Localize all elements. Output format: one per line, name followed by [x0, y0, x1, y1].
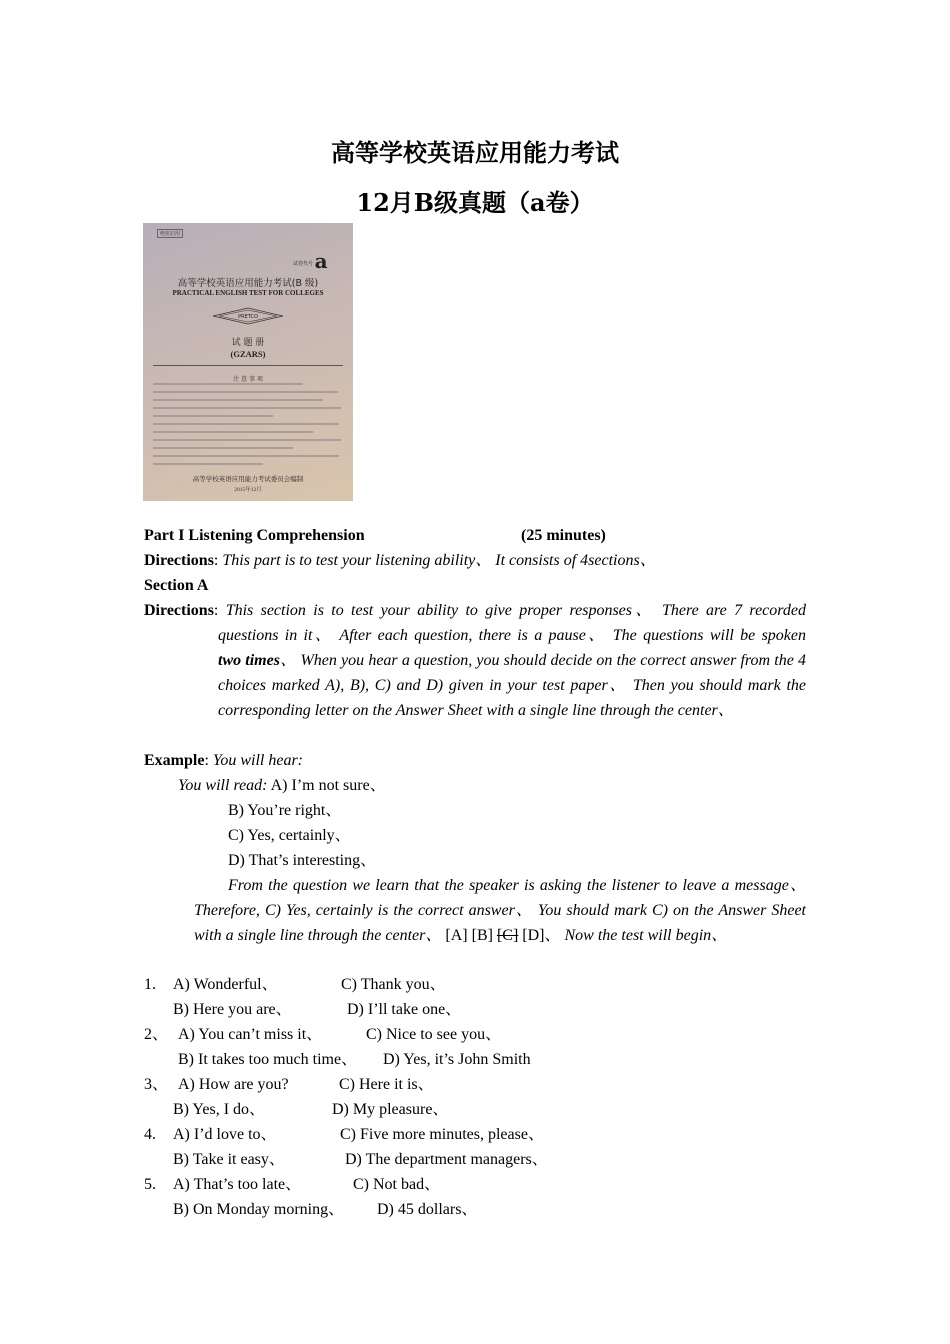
question-option: A) You can’t miss it、 [178, 1026, 323, 1043]
section-heading: Section A [144, 577, 209, 594]
confidential-tag: 绝密启用 [157, 229, 183, 238]
document-subtitle: 12月B级真题（a卷） [356, 188, 594, 217]
cover-divider [153, 365, 343, 366]
part-heading: Part I Listening Comprehension [144, 527, 365, 544]
example-intro: Example: You will hear: [144, 752, 303, 769]
directions-part: Directions: This part is to test your listening ability、 It consists of 4sections、 [144, 552, 656, 569]
question-option: D) 45 dollars、 [377, 1201, 478, 1218]
question-option: C) Five more minutes, please、 [340, 1126, 544, 1143]
question-number: 3、 [144, 1076, 169, 1093]
question-option: A) How are you? [178, 1076, 289, 1093]
question-option: D) Yes, it’s John Smith [383, 1051, 531, 1068]
directions-section-body: questions in it、 After each question, there is a pause、 The questions will be spoken two times、 When you hear a question, you should decide on the correct answer from the 4 choices marked A), B), C) and D) given in your test paper、 Then you should mark the corresponding letter on the Answer Sheet with a single line through the center、 [218, 627, 806, 719]
directions-section-line1: Directions: This section is to test your ability to give proper responses、 There are 7 recorded [144, 602, 806, 619]
question-option: B) It takes too much time、 [178, 1051, 358, 1068]
cover-booklet-label: 试 题 册 [231, 338, 265, 348]
question-option: C) Thank you、 [341, 976, 446, 993]
part-time: (25 minutes) [521, 527, 606, 544]
cover-organization: 高等学校英语应用能力考试委员会编制 [192, 475, 304, 483]
svg-text:PRETCO: PRETCO [238, 314, 258, 320]
cover-instructions-blur [153, 383, 345, 471]
question-option: D) The department managers、 [345, 1151, 548, 1168]
question-option: B) Take it easy、 [173, 1151, 285, 1168]
cover-booklet-code: (GZARS) [230, 349, 266, 359]
crossed-answer-mark: [C] [496, 927, 519, 944]
example-explanation: From the question we learn that the speaker is asking the listener to leave a message、 Therefore, C) Yes, certainly is the correct answer、 You should mark C) on the Answer Sheet with a single line through the center、 [A] [B] [C] [D]、 Now the test will begin、 [194, 877, 806, 944]
paper-code: 试卷代号 a [293, 249, 328, 273]
question-number: 5. [144, 1176, 156, 1193]
example-option-d: D) That’s interesting、 [228, 852, 377, 869]
question-number: 4. [144, 1126, 156, 1143]
question-number: 2、 [144, 1026, 169, 1043]
document-title: 高等学校英语应用能力考试 [331, 138, 619, 167]
cover-notice-heading: 注 意 事 项 [233, 376, 263, 383]
question-option: B) On Monday morning、 [173, 1201, 345, 1218]
example-option-b: B) You’re right、 [228, 802, 342, 819]
pretco-logo-icon [211, 307, 285, 325]
question-option: B) Here you are、 [173, 1001, 292, 1018]
cover-date: 2015年12月 [234, 487, 262, 493]
question-option: A) I’d love to、 [173, 1126, 277, 1143]
example-option-c: C) Yes, certainly、 [228, 827, 351, 844]
question-option: D) I’ll take one、 [347, 1001, 462, 1018]
question-option: D) My pleasure、 [332, 1101, 449, 1118]
question-option: C) Nice to see you、 [366, 1026, 502, 1043]
question-option: B) Yes, I do、 [173, 1101, 266, 1118]
cover-english-title: PRACTICAL ENGLISH TEST FOR COLLEGES [172, 289, 324, 297]
question-option: C) Not bad、 [353, 1176, 441, 1193]
question-number: 1. [144, 976, 156, 993]
cover-chinese-title: 高等学校英语应用能力考试(B 级) [177, 278, 319, 289]
question-option: A) Wonderful、 [173, 976, 278, 993]
test-booklet-cover-photo [143, 223, 353, 501]
question-option: C) Here it is、 [339, 1076, 434, 1093]
example-option-a: You will read: A) I’m not sure、 [178, 777, 386, 794]
question-option: A) That’s too late、 [173, 1176, 302, 1193]
